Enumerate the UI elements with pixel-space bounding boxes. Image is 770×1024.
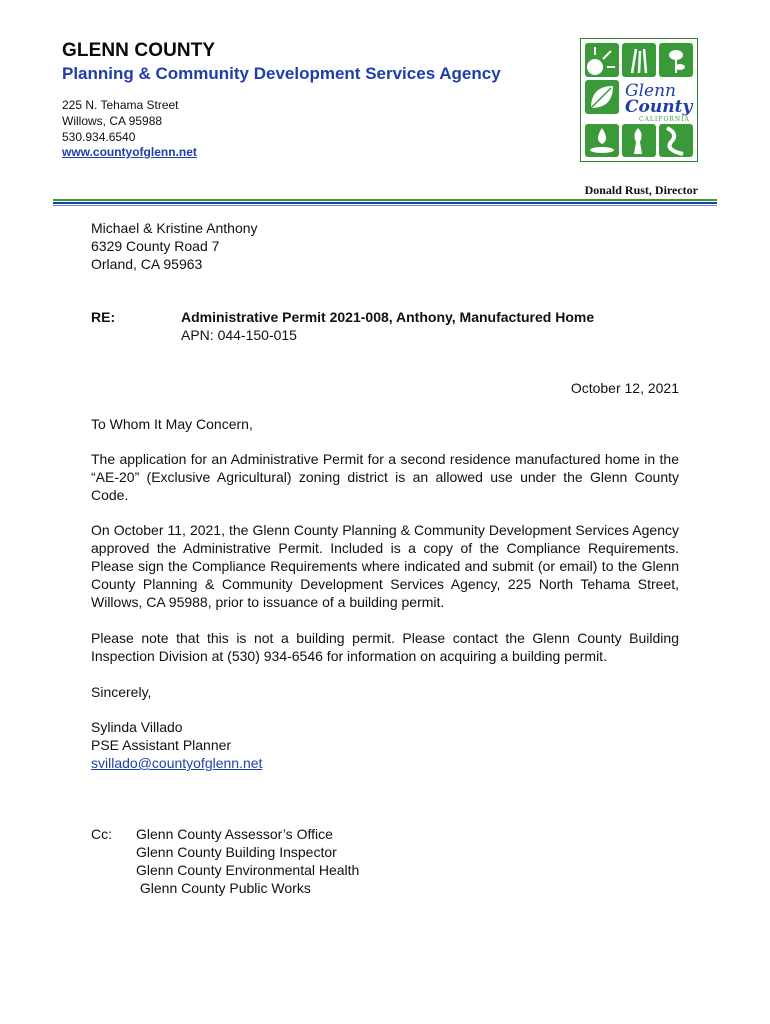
closing: Sincerely, [91,684,152,700]
river-tile-icon [659,124,693,157]
cc-item: Glenn County Environmental Health [136,862,360,878]
re-label: RE: [91,309,116,325]
cc-label: Cc: [91,826,112,842]
director-name: Donald Rust, Director [584,183,698,197]
header-divider-green [53,199,717,201]
flower-tile-icon [659,43,693,77]
bird-tile-icon [622,124,656,157]
signer-email-link[interactable]: svillado@countyofglenn.net [91,755,263,771]
letter-date: October 12, 2021 [570,380,679,396]
salutation: To Whom It May Concern, [91,416,253,432]
cc-item: Glenn County Assessor’s Office [136,826,333,842]
agency-city: Willows, CA 95988 [62,114,163,128]
recipient-name: Michael & Kristine Anthony [91,220,258,236]
recipient-street: 6329 County Road 7 [91,238,220,254]
logo-state-text: CALIFORNIA [639,116,690,123]
grass-tile-icon [622,43,656,77]
signer-name: Sylinda Villado [91,719,183,735]
sun-tile-icon [585,43,619,77]
cc-item: Glenn County Building Inspector [136,844,337,860]
logo-county-text: County [625,97,693,117]
signer-title: PSE Assistant Planner [91,737,232,753]
re-subject: Administrative Permit 2021-008, Anthony, Manufactured Home [181,309,595,325]
agency-name: Planning & Community Development Services Agency [62,64,501,83]
leaf-tile-icon [585,80,619,114]
re-apn: APN: 044-150-015 [181,327,297,343]
county-name: GLENN COUNTY [62,40,216,61]
header-divider-light [53,205,717,206]
paragraph-3: Please note that this is not a building permit. Please contact the Glenn County Building Inspection Division at (530) 934-6546 for information on acquiring a building permit. [91,630,679,664]
agency-phone: 530.934.6540 [62,130,136,144]
header-divider-blue [53,202,717,204]
agency-website-link[interactable]: www.countyofglenn.net [62,145,197,159]
recipient-city: Orland, CA 95963 [91,256,203,272]
agency-street: 225 N. Tehama Street [62,98,179,112]
cc-item: Glenn County Public Works [136,880,311,896]
water-tile-icon [585,124,619,157]
paragraph-2: On October 11, 2021, the Glenn County Planning & Community Development Services Agency approved the Administrative Permit. Included is a copy of the Compliance Requirements. Please sign the Compliance Requirements where indicated and submit (or email) to the Glenn County Planning & Community Development Services Agency, 225 North Tehama Street, Willows, CA 95988, prior to issuance of a building permit. [91,522,679,610]
logo-glenn-text: Glenn [625,81,676,101]
paragraph-1: The application for an Administrative Permit for a second residence manufactured home in the “AE-20” (Exclusive Agricultural) zoning district is an allowed use under the Glenn County Code. [91,451,679,503]
county-logo [580,38,698,162]
